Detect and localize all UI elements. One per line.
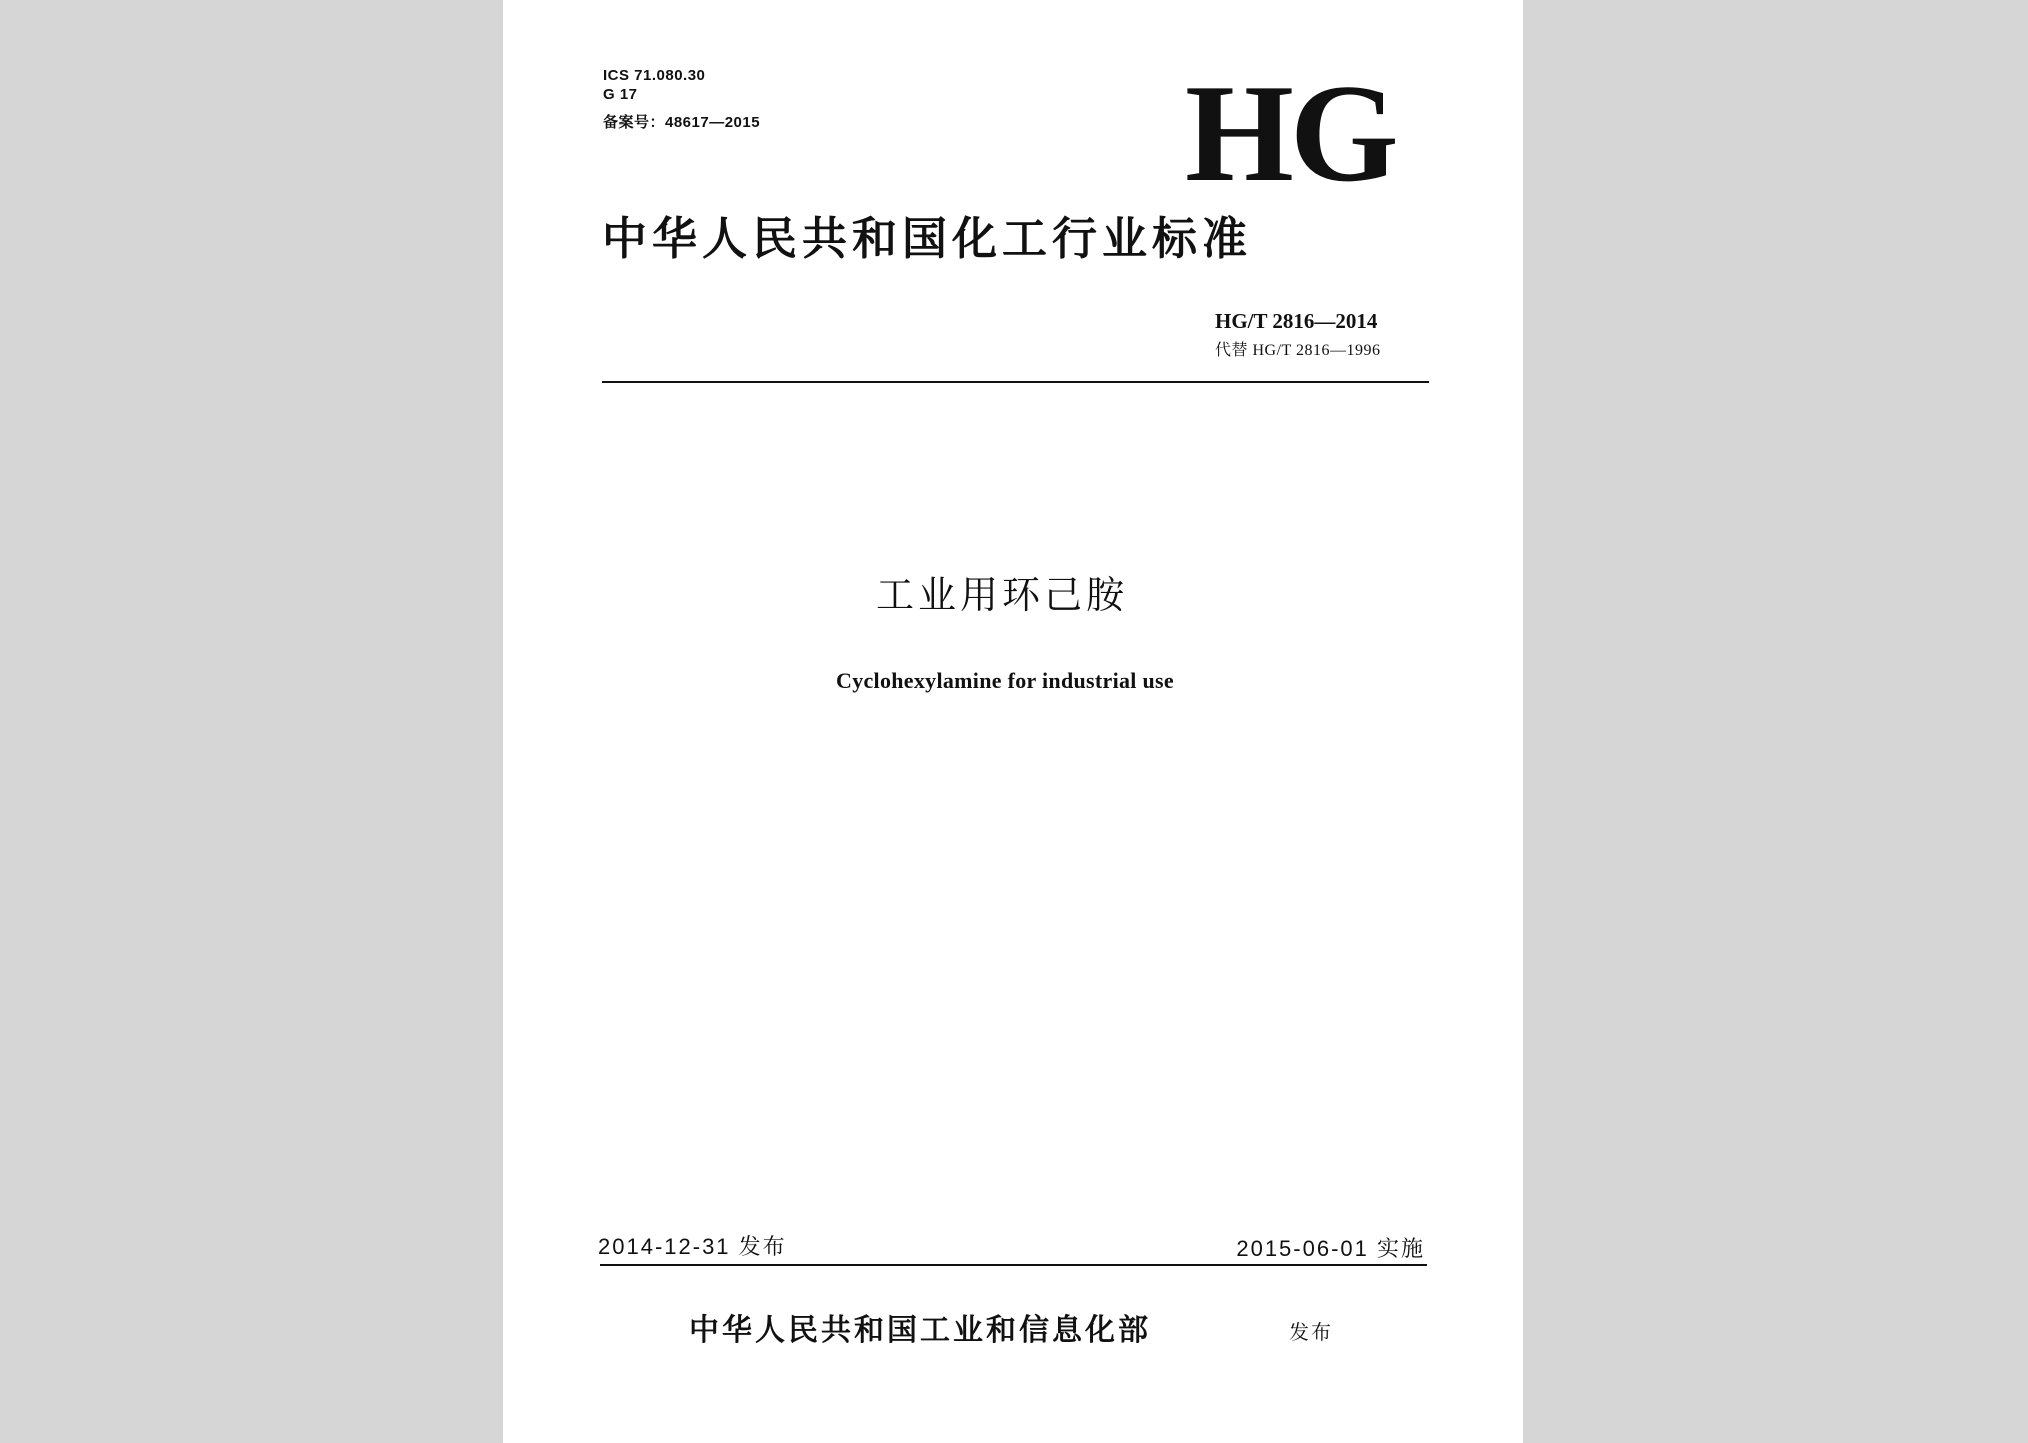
document-page bbox=[503, 0, 1523, 1443]
ics-code: ICS 71.080.30 bbox=[603, 67, 706, 84]
ccs-code: G 17 bbox=[603, 86, 638, 103]
replaces-note: 代替 HG/T 2816—1996 bbox=[1215, 342, 1381, 359]
effective-date: 2015-06-01 实施 bbox=[1236, 1236, 1425, 1261]
document-title-cn: 工业用环己胺 bbox=[876, 573, 1129, 617]
record-number: 备案号：48617—2015 bbox=[603, 114, 761, 131]
issue-date: 2014-12-31 发布 bbox=[598, 1234, 787, 1259]
issuer-name: 中华人民共和国工业和信息化部 bbox=[689, 1313, 1151, 1348]
standard-code: HG/T 2816—2014 bbox=[1215, 309, 1378, 333]
document-title-en: Cyclohexylamine for industrial use bbox=[836, 668, 1174, 693]
header-divider bbox=[602, 381, 1429, 383]
hg-logo: HG bbox=[1185, 56, 1395, 211]
footer-divider bbox=[600, 1264, 1427, 1266]
standard-title: 中华人民共和国化工行业标准 bbox=[602, 212, 1253, 265]
issuer-suffix: 发布 bbox=[1289, 1320, 1333, 1344]
